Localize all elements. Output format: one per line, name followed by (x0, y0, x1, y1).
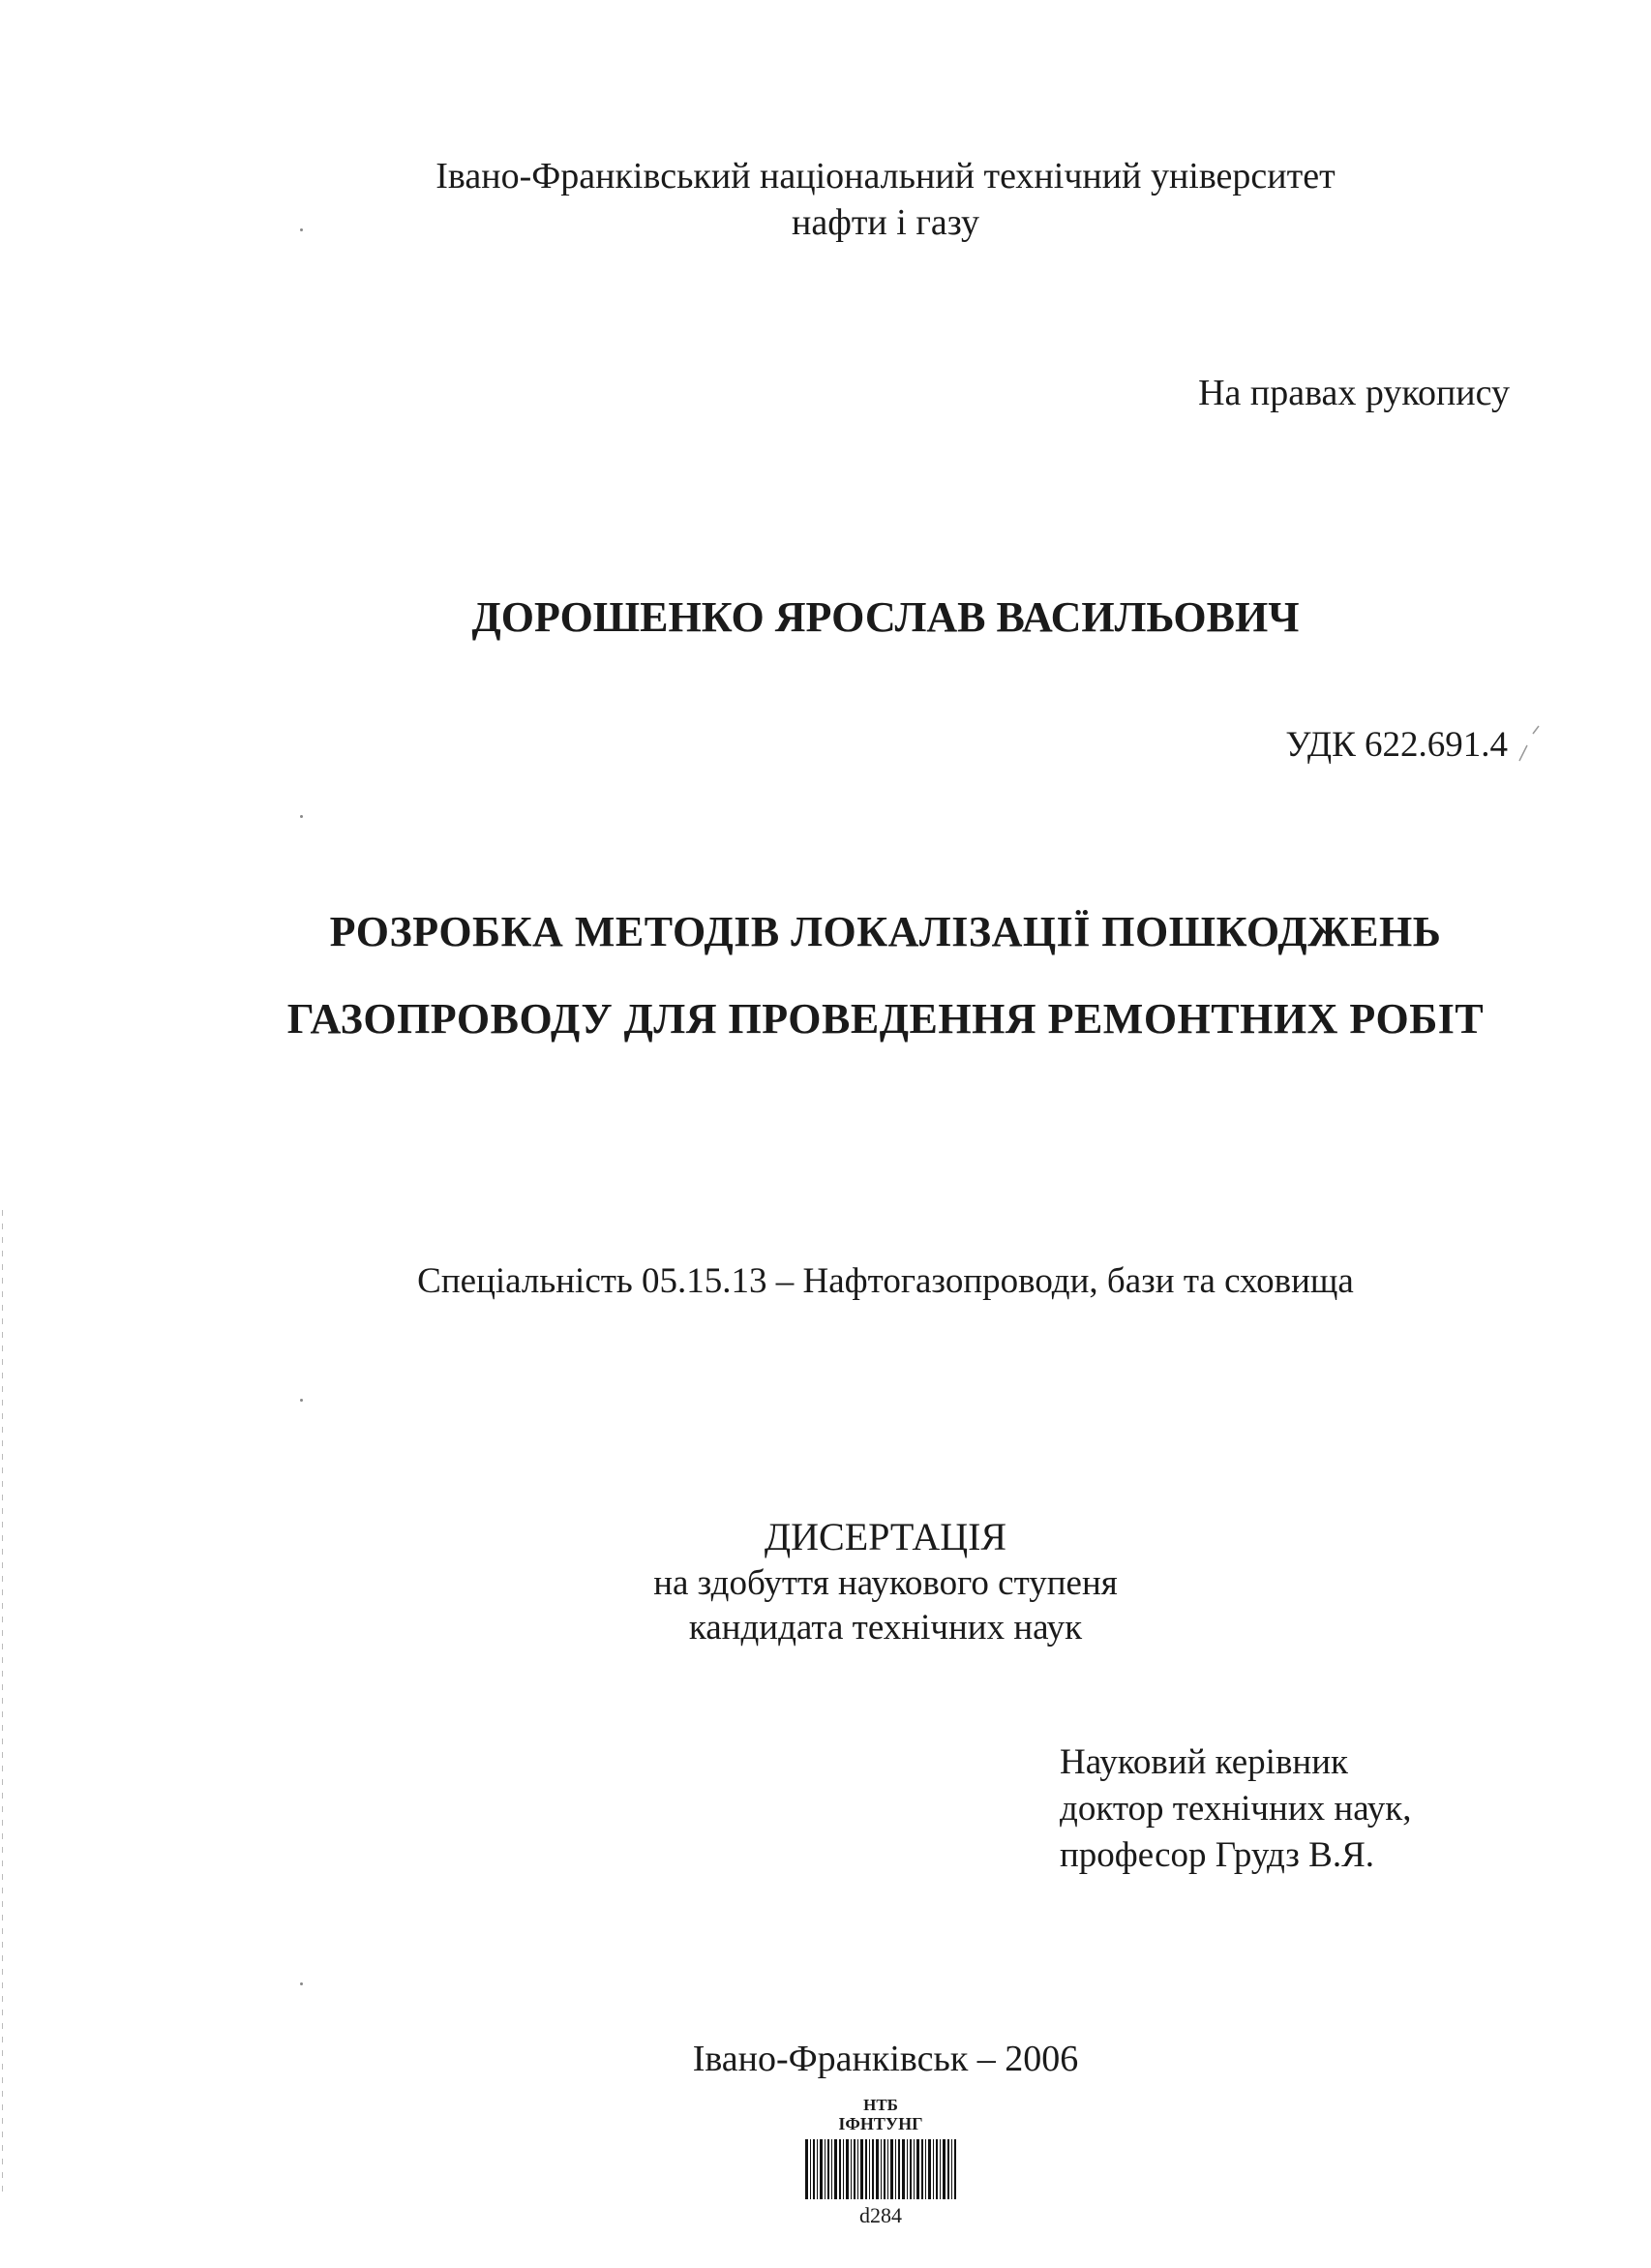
udk-code: УДК 622.691.4 (1285, 725, 1508, 765)
library-stamp (794, 2097, 968, 2228)
pen-mark-icon (1517, 724, 1543, 763)
dissertation-title (232, 889, 1539, 1063)
supervisor-line-2: доктор технічних наук, (1060, 1789, 1412, 1829)
document-type: ДИСЕРТАЦІЯ (764, 1515, 1007, 1558)
university-line-1: Івано-Франківський національний технічний університет (435, 156, 1336, 197)
manuscript-rights-note: На правах рукопису (1198, 373, 1510, 413)
title-line-1: РОЗРОБКА МЕТОДІВ ЛОКАЛІЗАЦІЇ ПОШКОДЖЕНЬ (329, 908, 1442, 955)
stamp-line-2: ІФНТУНГ (838, 2114, 923, 2133)
title-line-2: ГАЗОПРОВОДУ ДЛЯ ПРОВЕДЕННЯ РЕМОНТНИХ РОБІТ (286, 995, 1485, 1043)
supervisor-line-3: професор Грудз В.Я. (1060, 1835, 1375, 1875)
author-name: ДОРОШЕНКО ЯРОСЛАВ ВАСИЛЬОВИЧ (471, 593, 1300, 641)
specialty: Спеціальність 05.15.13 – Нафтогазопроводи, бази та сховища (417, 1261, 1354, 1301)
scan-speck (300, 228, 303, 231)
university-line-2: нафти і газу (792, 202, 979, 243)
scan-speck (300, 1399, 303, 1402)
scan-speck (300, 815, 303, 818)
scan-edge (2, 1210, 3, 2197)
degree-line-3: кандидата технічних наук (688, 1608, 1083, 1648)
supervisor-block (1060, 1739, 1602, 1879)
supervisor-line-1: Науковий керівник (1060, 1742, 1348, 1782)
barcode-icon (803, 2139, 958, 2199)
degree-line-2: на здобуття наукового ступеня (653, 1563, 1118, 1603)
university-name (290, 153, 1481, 246)
city-year: Івано-Франківськ – 2006 (692, 2039, 1079, 2079)
scan-speck (300, 1982, 303, 1985)
stamp-line-1: НТБ (863, 2096, 898, 2114)
degree-block (387, 1513, 1384, 1650)
stamp-code: d284 (859, 2203, 902, 2227)
